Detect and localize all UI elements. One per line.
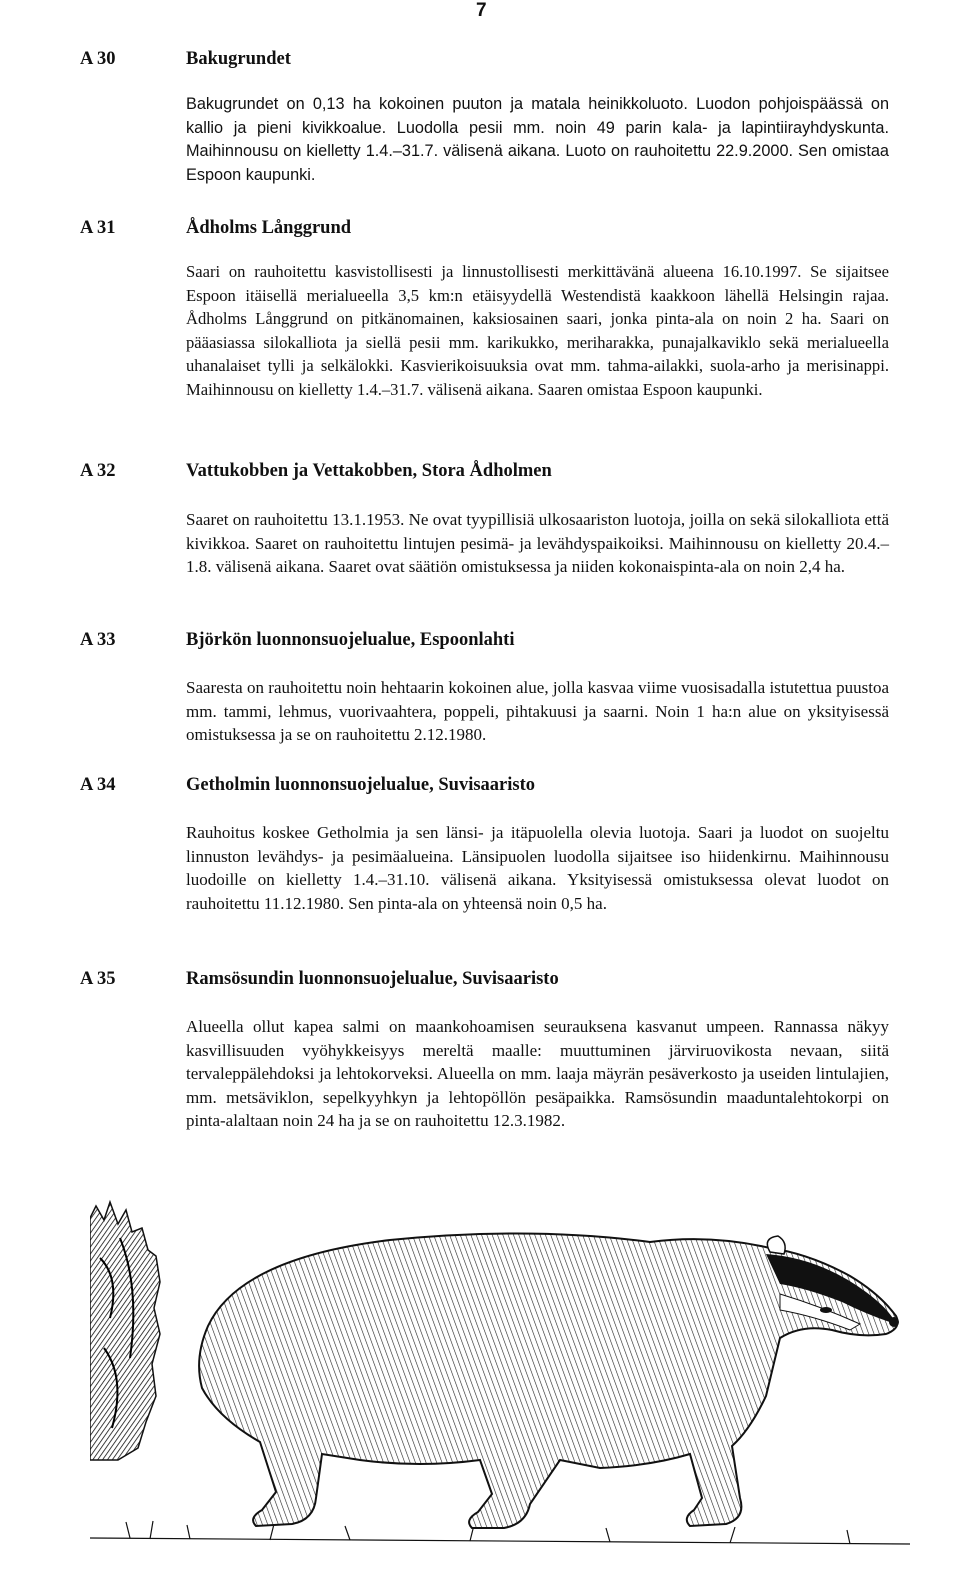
page-number: 7 bbox=[476, 0, 487, 21]
section-title: Ådholms Långgrund bbox=[186, 218, 352, 238]
section-code: A 31 bbox=[80, 218, 116, 238]
section-title: Björkön luonnonsuojelualue, Espoonlahti bbox=[186, 630, 515, 650]
section-body: Bakugrundet on 0,13 ha kokoinen puuton ja matala heinikkoluoto. Luodon pohjoispäässä on kallio ja pieni kivikkoalue. Luodolla pesii mm. noin 49 parin kala- ja lapintiirayhdyskunta. Maihinnousu on kielletty 1.4.–31.7. välisenä aikana. Luoto on rauhoitettu 22.9.2000. Sen omistaa Espoon kaupunki. bbox=[186, 95, 889, 184]
shrub-drawing bbox=[90, 1202, 160, 1460]
section-body: Alueella ollut kapea salmi on maankohoamisen seurauksena kasvanut umpeen. Rannassa näkyy kasvillisuuden vyöhykkeisyys mereltä maalle: muuttuminen järviruovikosta nevaan, siitä tervaleppälehdoksi ja lehtokorveksi. Alueella on mm. laaja mäyrän pesäverkosto ja useiden lintulajien, mm. metsäviklon, sepelkyyhkyn ja lehtopöllön pesäpaikka. Ramsösundin maaduntalehtokorpi on pinta-alaltaan noin 24 ha ja se on rauhoitettu 12.3.1982. bbox=[186, 1017, 889, 1131]
section-title: Getholmin luonnonsuojelualue, Suvisaaristo bbox=[186, 775, 536, 795]
badger-illustration bbox=[90, 1198, 930, 1570]
section-code: A 33 bbox=[80, 630, 116, 650]
section-body: Saari on rauhoitettu kasvistollisesti ja linnustollisesti merkittävänä alueena 16.10.1997. Se sijaitsee Espoon itäisellä merialueella 3,5 km:n etäisyydellä Westendistä kaakkoon lähellä Helsingin rajaa. Ådholms Långgrund on pitkänomainen, kaksiosainen saari, jonka pinta-ala on noin 2 ha. Saari on pääasiassa silokalliota ja siellä pesii mm. karikukko, meriharakka, punajalkaviklo sekä merialueella uhanalaiset tylli ja selkälokki. Kasvierikoisuuksia ovat mm. tahma-ailakki, suola-arho ja merisinappi. Maihinnousu on kielletty 1.4.–31.7. välisenä aikana. Saaren omistaa Espoon kaupunki. bbox=[186, 262, 889, 399]
section-title: Vattukobben ja Vettakobben, Stora Ådholmen bbox=[186, 461, 552, 481]
section-title: Ramsösundin luonnonsuojelualue, Suvisaaristo bbox=[186, 969, 559, 989]
section-body: Saaresta on rauhoitettu noin hehtaarin kokoinen alue, jolla kasvaa viime vuosisadalla istutettua puustoa mm. tammi, lehmus, vuorivaahtera, poppeli, pihtakuusi ja saarni. Noin 1 ha:n alue on yksityisessä omistuksessa ja se on rauhoitettu 2.12.1980. bbox=[186, 678, 889, 745]
section-title: Bakugrundet bbox=[186, 49, 291, 69]
section-code: A 32 bbox=[80, 461, 116, 481]
badger-body bbox=[199, 1233, 899, 1528]
section-code: A 30 bbox=[80, 49, 116, 69]
section-code: A 34 bbox=[80, 775, 116, 795]
section-code: A 35 bbox=[80, 969, 116, 989]
section-body: Saaret on rauhoitettu 13.1.1953. Ne ovat tyypillisiä ulkosaariston luotoja, joilla on sekä silokalliota että kivikkoa. Saaret on rauhoitettu lintujen pesimä- ja levähdyspaikoiksi. Maihinnousu on kielletty 20.4.–1.8. välisenä aikana. Saaret ovat säätiön omistuksessa ja niiden kokonaispinta-ala on noin 2,4 ha. bbox=[186, 510, 889, 577]
section-body: Rauhoitus koskee Getholmia ja sen länsi- ja itäpuolella olevia luotoja. Saari ja luodot on suojeltu linnuston levähdys- ja pesimäalueina. Länsipuolen luodolla sijaitsee iso hiidenkirnu. Maihinnousu luodoille on kielletty 1.4.–31.10. välisenä aikana. Yksityisessä omistuksessa olevat luodot on rauhoitettu 11.12.1980. Sen pinta-ala on yhteensä noin 0,5 ha. bbox=[186, 823, 889, 913]
